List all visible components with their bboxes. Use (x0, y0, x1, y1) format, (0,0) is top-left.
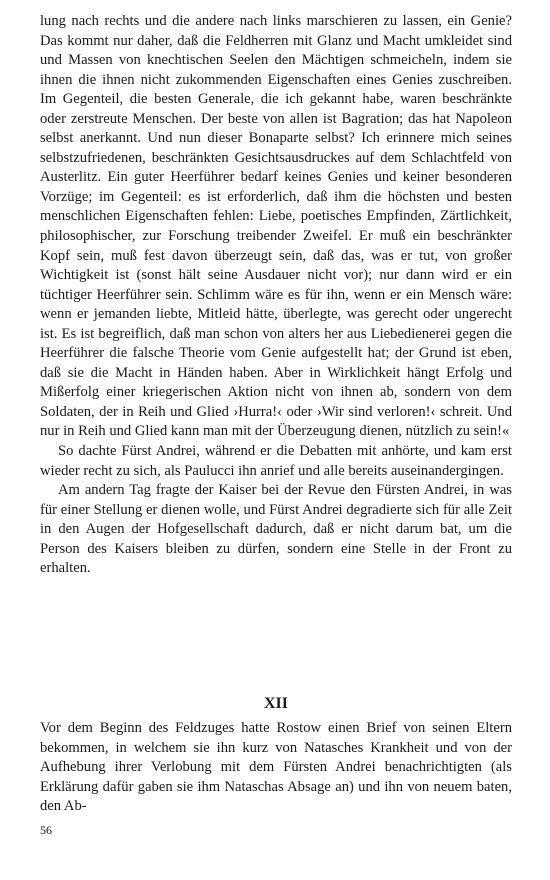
paragraph-chapter-opening: Vor dem Beginn des Feldzuges hatte Rostow einen Brief von seinen Eltern bekommen, in welchem sie ihn kurz von Natasches Krankheit und von der Aufhebung ihrer Verlobung mit dem Fürsten Andrei benachrichtigten (als Erklärung dafür gaben sie ihm Nataschas Absage an) und ihn von neuem baten, den Ab- (40, 720, 512, 815)
chapter-heading: XII (263, 695, 288, 712)
body-text-top (40, 12, 512, 579)
paragraph-kaiser-revue: Am andern Tag fragte der Kaiser bei der Revue den Fürsten Andrei, in was für einer Stellung er dienen wolle, und Fürst Andrei degradierte sich für alle Zeit in den Augen der Hofgesellschaft dadurch, daß er nicht darum bat, um die Person des Kaisers bleiben zu dürfen, sondern eine Stelle in der Front zu erhalten. (40, 482, 512, 577)
page-number: 56 (40, 823, 52, 837)
paragraph-continuation: lung nach rechts und die andere nach links marschieren zu lassen, ein Genie? Das kommt nur daher, daß die Feldherren mit Glanz und Macht umkleidet sind und Massen von knechtischen Seelen den Mächtigen schmeicheln, indem sie ihnen die ihnen nicht zukommenden Eigenschaften eines Genies zuschreiben. Im Gegenteil, die besten Generale, die ich gekannt habe, waren beschränkte oder zerstreute Menschen. Der beste von allen ist Bagration; das hat Napoleon selbst anerkannt. Und nun dieser Bonaparte selbst? Ich erinnere mich seines selbstzufriedenen, beschränkten Gesichtsausdruckes auf dem Schlachtfeld von Austerlitz. Ein guter Heerführer bedarf keines Genies und keiner besonderen Vorzüge; im Gegenteil: es ist erforderlich, daß ihm die höchsten und besten menschlichen Eigenschaften fehlen: Liebe, poetisches Empfinden, Zärtlichkeit, philosophischer, zur Forschung treibender Zweifel. Er muß ein beschränkter Kopf sein, muß fest davon überzeugt sein, daß das, was er tut, von großer Wichtigkeit ist (sonst hält seine Ausdauer nicht vor); nur dann wird er ein tüchtiger Heerführer sein. Schlimm wäre es für ihn, wenn er ein Mensch wäre: wenn er jemanden liebte, Mitleid hätte, überlegte, was gerecht oder ungerecht ist. Es ist begreiflich, daß man schon von alters her aus Liebedienerei gegen die Heerführer die falsche Theorie vom Genie aufgestellt hat; der Grund ist eben, daß sie die Macht in Händen haben. Aber in Wirklichkeit hängt Erfolg und Mißerfolg einer kriegerischen Aktion nicht von ihnen ab, sondern von dem Soldaten, der in Reih und Glied ›Hurra!‹ oder ›Wir sind verloren!‹ schreit. Und nur in Reih und Glied kann man mit der Überzeugung dienen, nützlich zu sein!« (40, 13, 512, 440)
body-text-bottom (40, 719, 512, 817)
paragraph-fuerst-andrei-thoughts: So dachte Fürst Andrei, während er die Debatten mit anhörte, und kam erst wieder recht zu sich, als Paulucci ihn anrief und alle bereits auseinandergingen. (40, 443, 512, 479)
